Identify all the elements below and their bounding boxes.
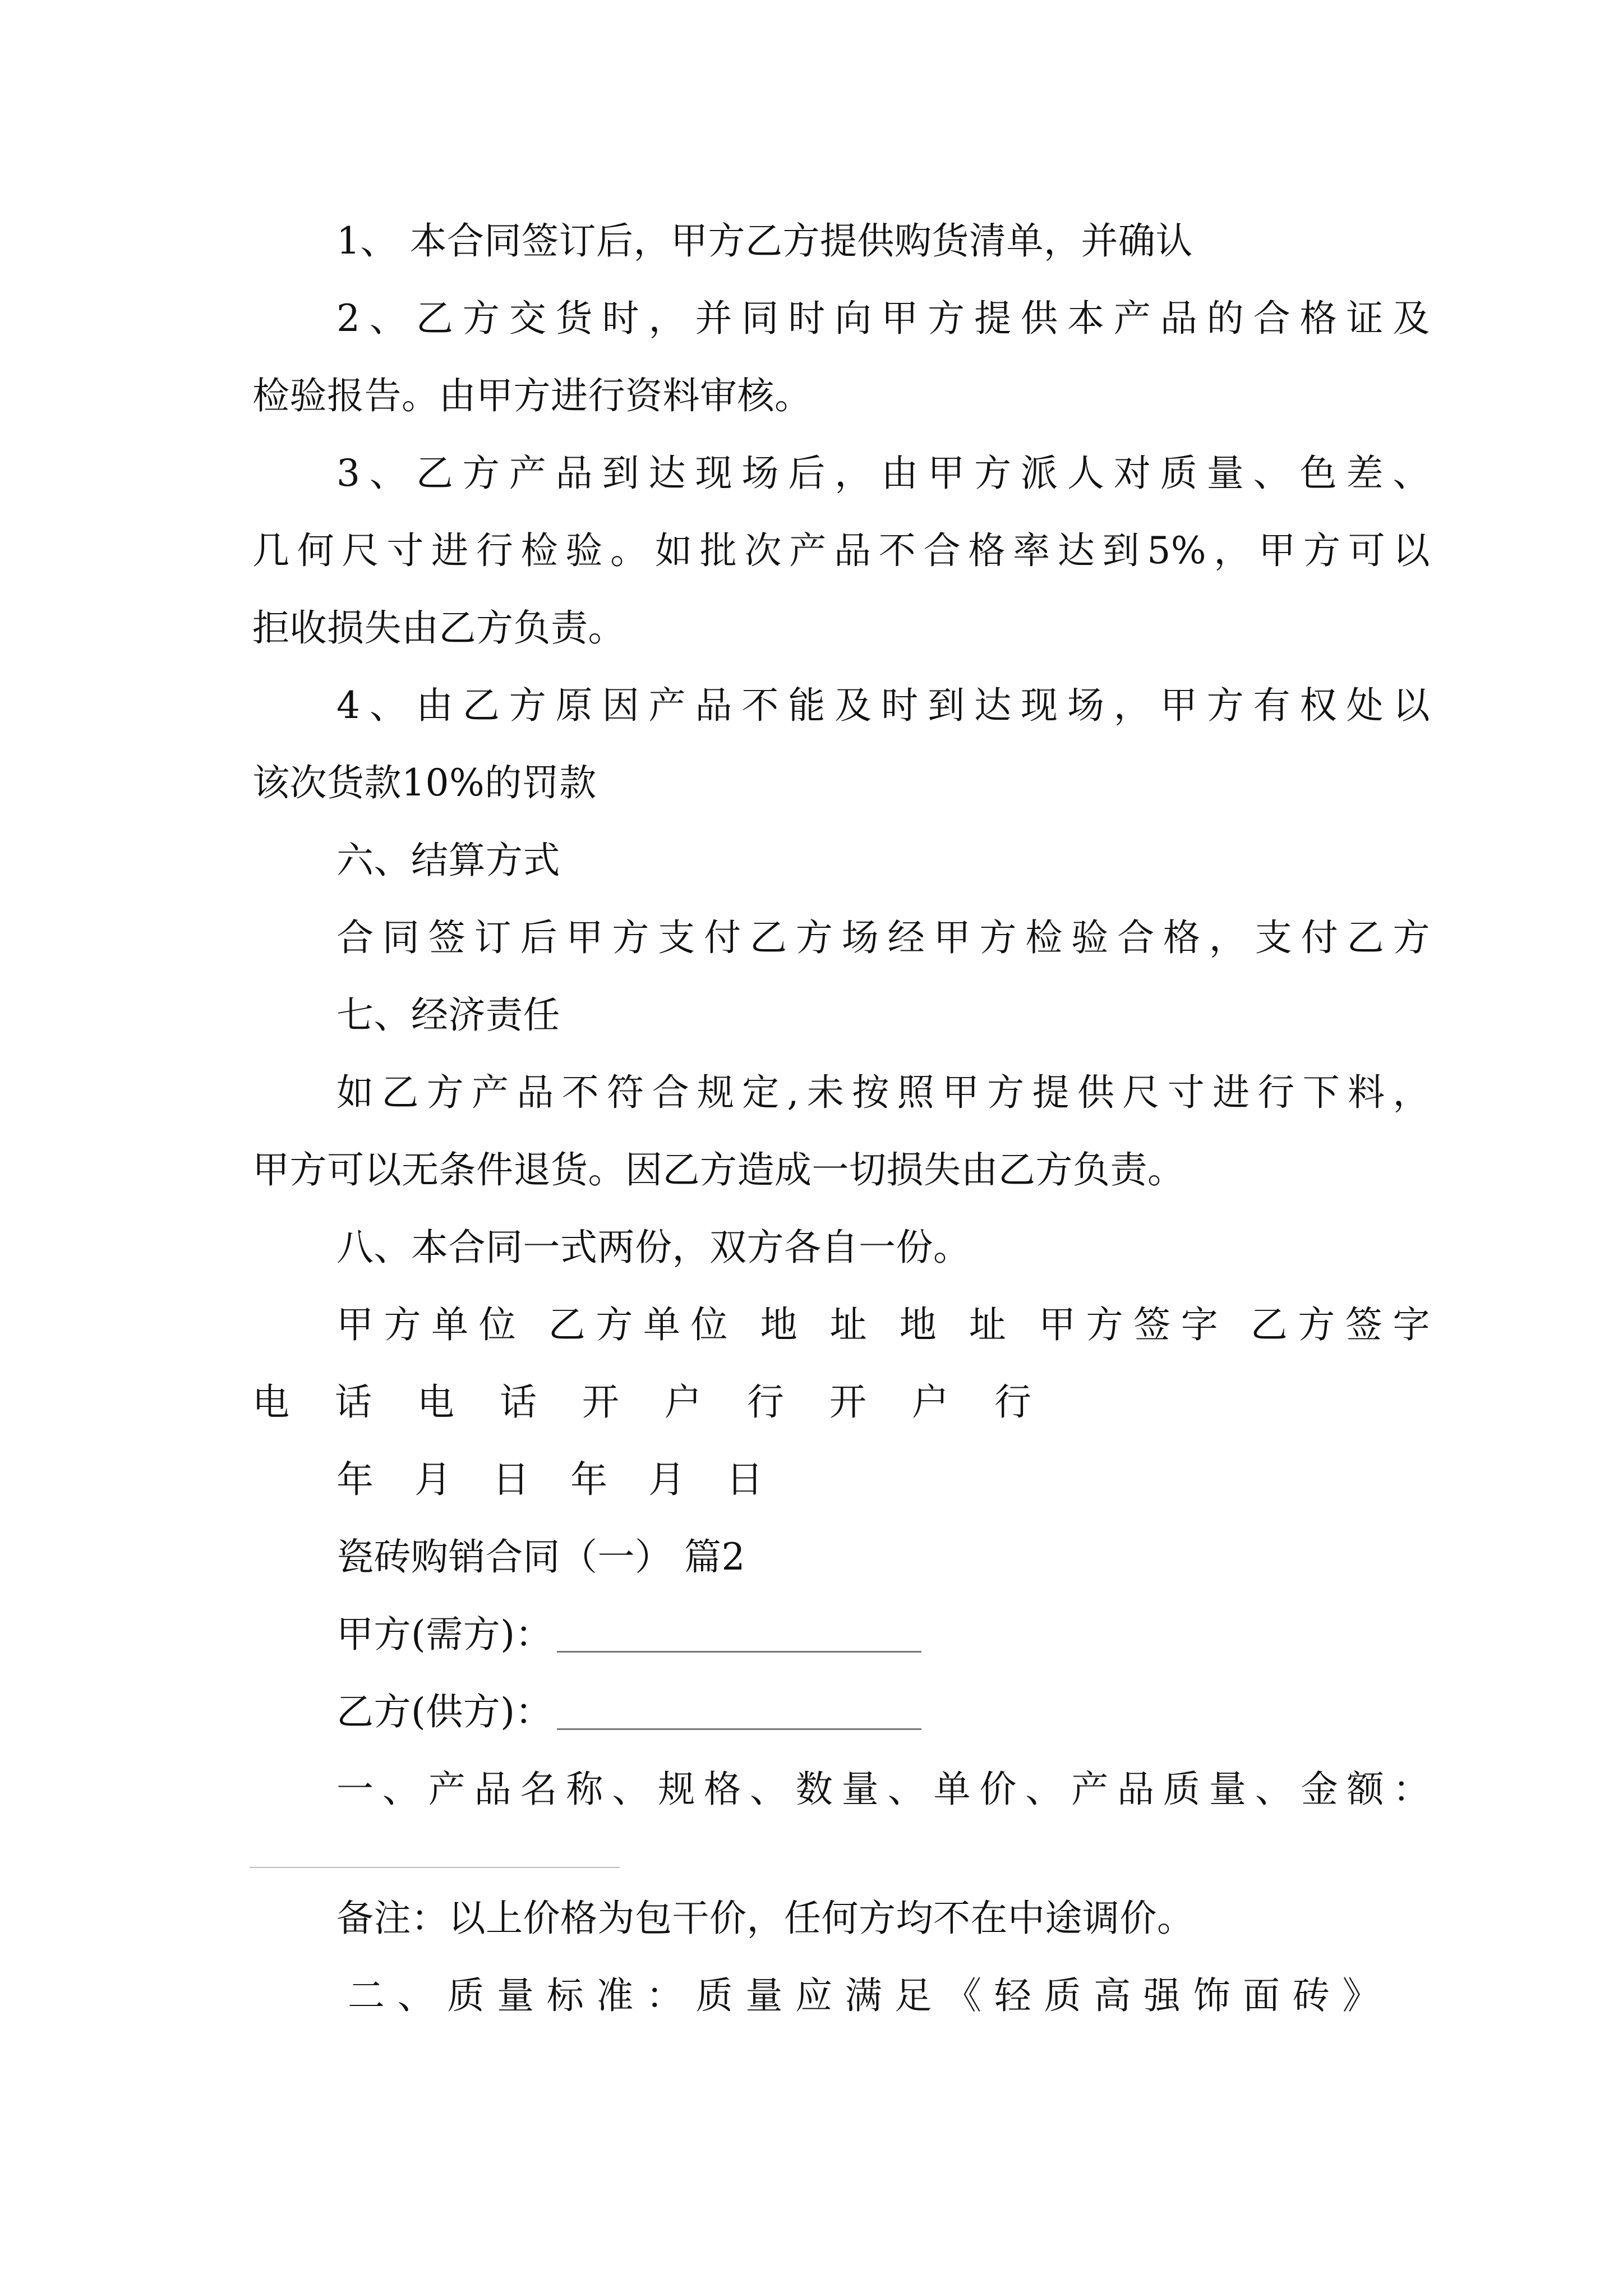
party-a-line [336, 1610, 1430, 1659]
contract-title-part-2: 瓷砖购销合同（一） 篇2 [336, 1535, 745, 1579]
clause-2-line-2: 检验报告。由甲方进行资料审核。 [252, 374, 812, 417]
clause-4-line-2: 该次货款10%的罚款 [252, 761, 597, 804]
liability-line-1: 如乙方产品不符合规定,未按照甲方提供尺寸进行下料， [336, 1071, 1430, 1114]
separator-line [250, 1867, 620, 1868]
section-quality-standard: 二、质量标准：质量应满足《轻质高强饰面砖》 [348, 1974, 1380, 2017]
clause-1: 1、 本合同签订后，甲方乙方提供购货清单，并确认 [336, 219, 1193, 263]
section-heading-liability: 七、经济责任 [336, 993, 560, 1037]
party-b-label: 乙方(供方)： [336, 1690, 552, 1733]
signature-fields-line-2: 电 话 电 话 开 户 行 开 户 行 [252, 1381, 1048, 1424]
clause-2-line-1: 2、乙方交货时，并同时向甲方提供本产品的合格证及 [336, 297, 1430, 340]
section-heading-settlement: 六、结算方式 [336, 839, 560, 882]
section-product-info: 一、产品名称、规格、数量、单价、产品质量、金额： [336, 1768, 1430, 1811]
party-a-label: 甲方(需方)： [336, 1613, 552, 1656]
clause-3-line-2: 几何尺寸进行检验。如批次产品不合格率达到5%，甲方可以 [252, 529, 1430, 572]
clause-4-line-1: 4、由乙方原因产品不能及时到达现场，甲方有权处以 [336, 684, 1430, 727]
settlement-text: 合同签订后甲方支付乙方场经甲方检验合格，支付乙方 [336, 916, 1430, 959]
clause-3-line-1: 3、乙方产品到达现场后，由甲方派人对质量、色差、 [336, 452, 1430, 495]
party-a-blank [557, 1612, 921, 1653]
party-b-line [336, 1687, 1430, 1737]
section-copies: 八、本合同一式两份，双方各自一份。 [336, 1226, 971, 1269]
date-fields: 年 月 日 年 月 日 [336, 1458, 778, 1501]
signature-fields-line-1: 甲方单位 乙方单位 地 址 地 址 甲方签字 乙方签字 [336, 1303, 1430, 1346]
liability-line-2: 甲方可以无条件退货。因乙方造成一切损失由乙方负责。 [252, 1148, 1185, 1191]
party-b-blank [557, 1689, 921, 1730]
clause-3-line-3: 拒收损失由乙方负责。 [252, 606, 625, 650]
remark-text: 备注：以上价格为包干价，任何方均不在中途调价。 [336, 1897, 1195, 1940]
